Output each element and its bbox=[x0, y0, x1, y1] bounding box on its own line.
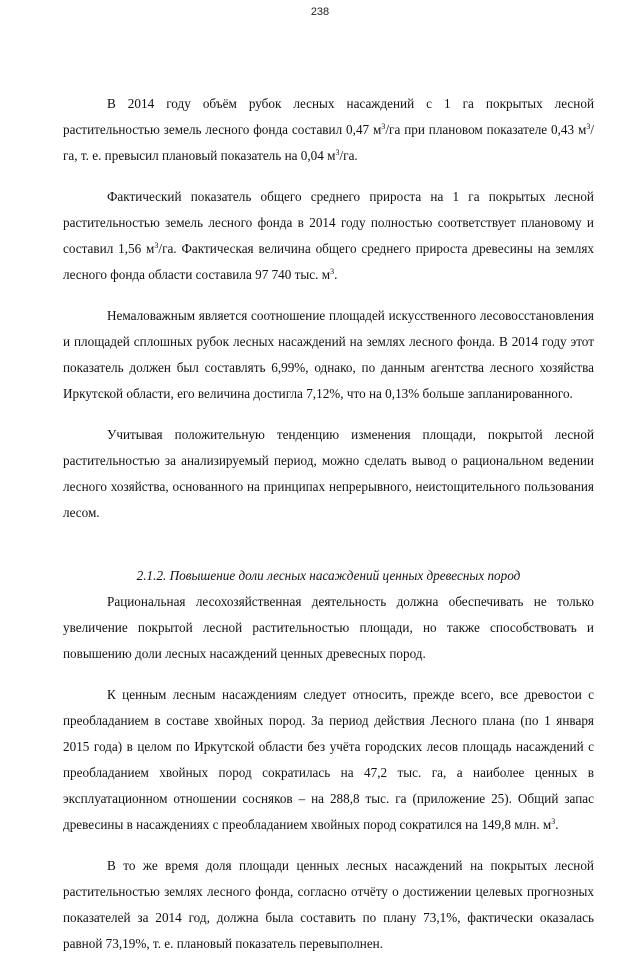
paragraph-text: . bbox=[555, 817, 559, 832]
paragraph-text: /га при плановом показателе 0,43 м bbox=[385, 122, 587, 137]
cubic-exponent: 3 bbox=[551, 817, 556, 826]
paragraph-spacer bbox=[63, 838, 594, 853]
page-number: 238 bbox=[310, 6, 330, 18]
section-spacer bbox=[63, 526, 594, 563]
paragraph-reforestation-ratio: Немаловажным является соотношение площадей искусственного лесовосстановления и площадей сплошных рубок лесных насаждений на землях лесного фонда. В 2014 году этот показатель должен был составлять 6,99%, однако, по данным агентства лесного хозяйства Иркутской области, его величина достигла 7,12%, что на 0,13% больше запланированного. bbox=[63, 308, 594, 401]
cubic-exponent: 3 bbox=[381, 122, 386, 131]
paragraph-rational-activity: Рациональная лесохозяйственная деятельность должна обеспечивать не только увеличение покрытой лесной растительностью площади, но также способствовать и повышению доли лесных насаждений ценных древесных пород. bbox=[63, 594, 594, 661]
paragraph-text: /га, т. е. превысил плановый показатель на 0,04 м bbox=[63, 122, 594, 163]
paragraph-text: К ценным лесным насаждениям следует относить, прежде всего, все древостои с преобладанием в составе хвойных пород. За период действия Лесного плана (по 1 января 2015 года) в целом по Иркутской области без учёта городских лесов площадь насаждений с преобладанием хвойных пород сократилась на 47,2 тыс. га, а наиболее ценных в эксплуатационном отношении сосняков – на 288,8 тыс. га (приложение 25). Общий запас древесины в насаждениях с преобладанием хвойных пород сократился на 149,8 млн. м bbox=[63, 687, 594, 832]
cubic-exponent: 3 bbox=[154, 241, 159, 250]
paragraph-spacer bbox=[63, 667, 594, 682]
cubic-exponent: 3 bbox=[335, 148, 340, 157]
paragraph-felling-volume bbox=[63, 91, 594, 169]
paragraph-valuable-share: В то же время доля площади ценных лесных насаждений на покрытых лесной растительностью землях лесного фонда, согласно отчёту о достижении целевых прогнозных показателей за 2014 год, должна была составить по плану 73,1%, фактически оказалась равной 73,19%, т. е. плановый показатель перевыполнен. bbox=[63, 858, 594, 951]
paragraph-spacer bbox=[63, 169, 594, 184]
paragraph-rational-forestry: Учитывая положительную тенденцию изменения площади, покрытой лесной растительностью за анализируемый период, можно сделать вывод о рациональном ведении лесного хозяйства, основанного на принципах непрерывного, неистощительного пользования лесом. bbox=[63, 427, 594, 520]
cubic-exponent: 3 bbox=[586, 122, 591, 131]
paragraph-text: . bbox=[334, 267, 338, 282]
paragraph-valuable-stands bbox=[63, 682, 594, 838]
paragraph-growth-rate bbox=[63, 184, 594, 288]
document-body bbox=[63, 91, 594, 957]
section-heading: 2.1.2. Повышение доли лесных насаждений ценных древесных пород bbox=[136, 568, 521, 583]
paragraph-spacer bbox=[63, 407, 594, 422]
paragraph-text: В 2014 году объём рубок лесных насаждений с 1 га покрытых лесной растительностью земель лесного фонда составил 0,47 м bbox=[63, 96, 594, 137]
paragraph-text: /га. Фактическая величина общего среднего прироста древесины на землях лесного фонда области составила 97 740 тыс. м bbox=[63, 241, 594, 282]
cubic-exponent: 3 bbox=[330, 267, 335, 276]
paragraph-text: /га. bbox=[339, 148, 358, 163]
paragraph-text: Фактический показатель общего среднего прироста на 1 га покрытых лесной растительностью земель лесного фонда в 2014 году полностью соответствует плановому и составил 1,56 м bbox=[63, 189, 594, 256]
paragraph-spacer bbox=[63, 288, 594, 303]
